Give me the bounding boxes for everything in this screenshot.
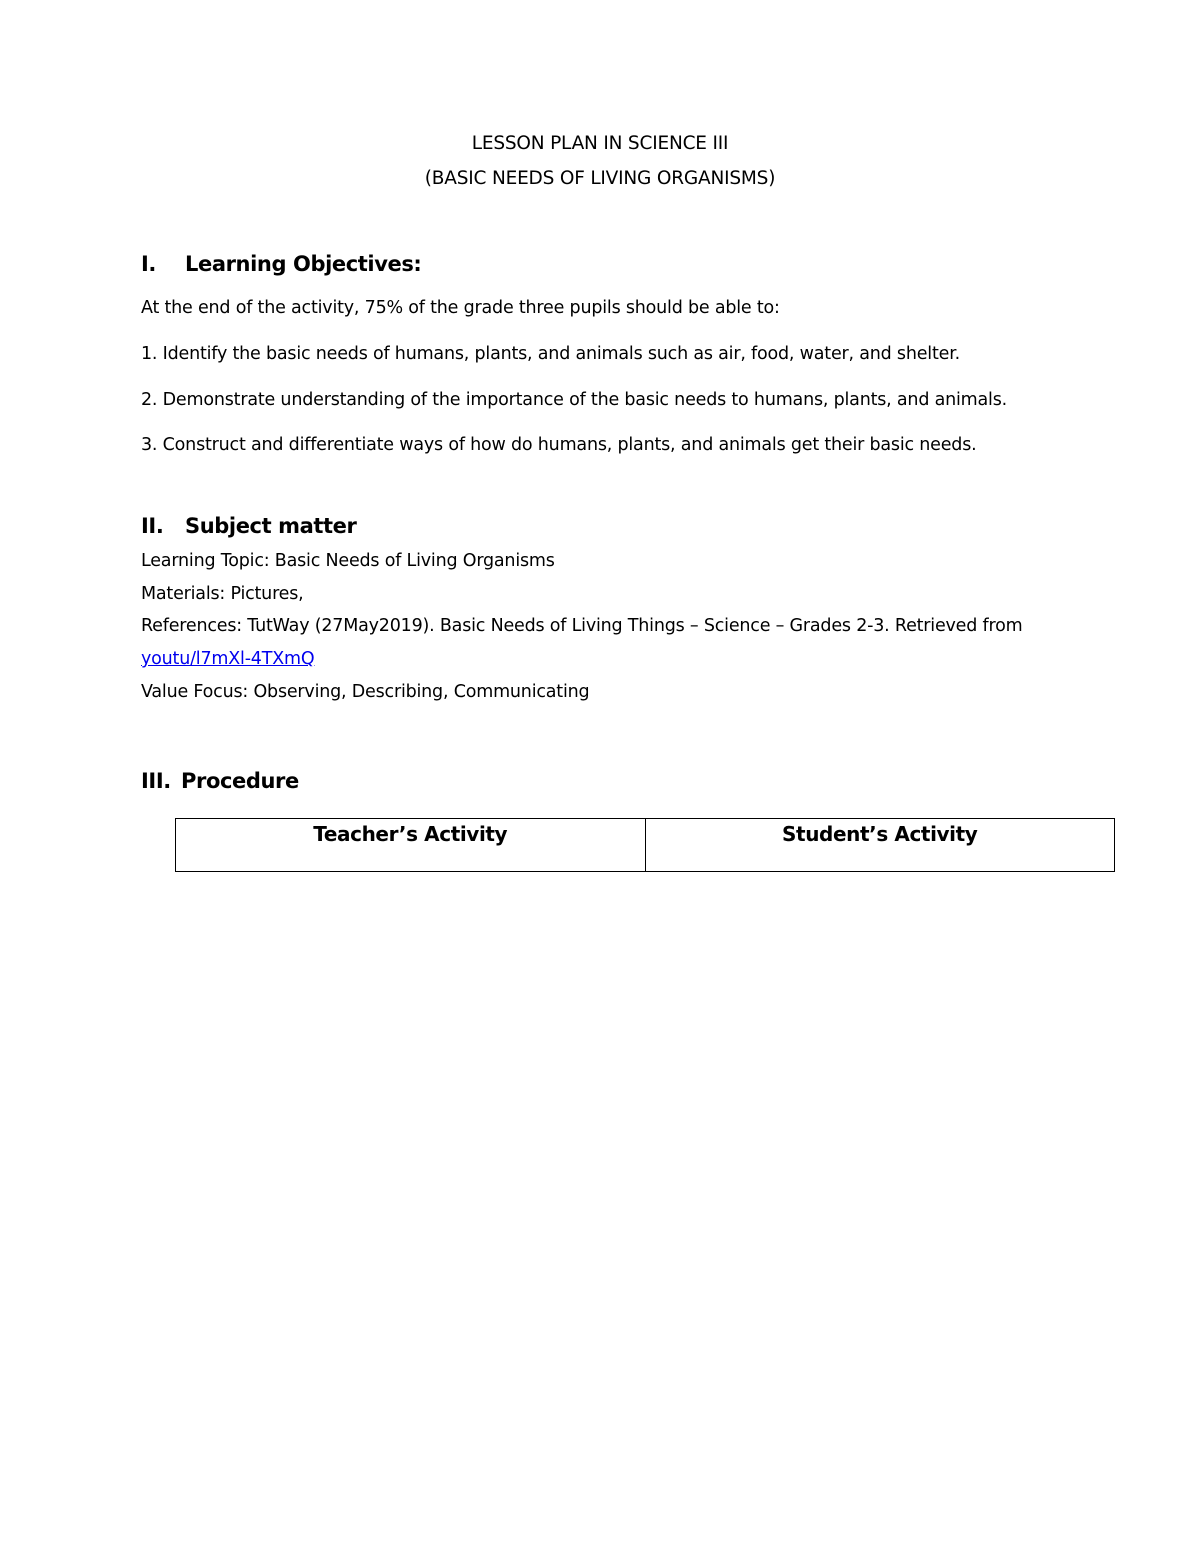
procedure-table xyxy=(175,818,1115,872)
objective-item: 2. Demonstrate understanding of the importance of the basic needs to humans, plants, and animals. xyxy=(141,390,1007,410)
objective-item: 3. Construct and differentiate ways of how do humans, plants, and animals get their basic needs. xyxy=(141,435,977,455)
reference-link[interactable]: youtu/l7mXl-4TXmQ xyxy=(141,649,315,669)
section-3-numeral: III. xyxy=(141,769,171,793)
references: References: TutWay (27May2019). Basic Needs of Living Things – Science – Grades 2-3. Retrieved from xyxy=(141,616,1023,636)
student-activity-header: Student’s Activity xyxy=(645,819,1115,872)
value-focus: Value Focus: Observing, Describing, Communicating xyxy=(141,682,590,702)
section-3-title: Procedure xyxy=(181,769,299,793)
materials: Materials: Pictures, xyxy=(141,584,304,604)
objective-item: 1. Identify the basic needs of humans, plants, and animals such as air, food, water, and shelter. xyxy=(141,344,960,364)
teacher-activity-header: Teacher’s Activity xyxy=(176,819,646,872)
objectives-intro: At the end of the activity, 75% of the grade three pupils should be able to: xyxy=(141,298,780,318)
document-title: LESSON PLAN IN SCIENCE III xyxy=(471,133,729,154)
section-1-title: Learning Objectives: xyxy=(185,252,422,276)
table-header-row xyxy=(176,819,1115,872)
document-subtitle: (BASIC NEEDS OF LIVING ORGANISMS) xyxy=(424,168,776,189)
section-3-heading xyxy=(141,768,299,794)
section-2-title: Subject matter xyxy=(185,514,357,538)
section-2-heading xyxy=(141,513,356,539)
section-1-heading xyxy=(141,251,421,277)
learning-topic: Learning Topic: Basic Needs of Living Organisms xyxy=(141,551,555,571)
section-2-numeral: II. xyxy=(141,514,164,538)
reference-link-line xyxy=(141,648,314,670)
section-1-numeral: I. xyxy=(141,252,156,276)
